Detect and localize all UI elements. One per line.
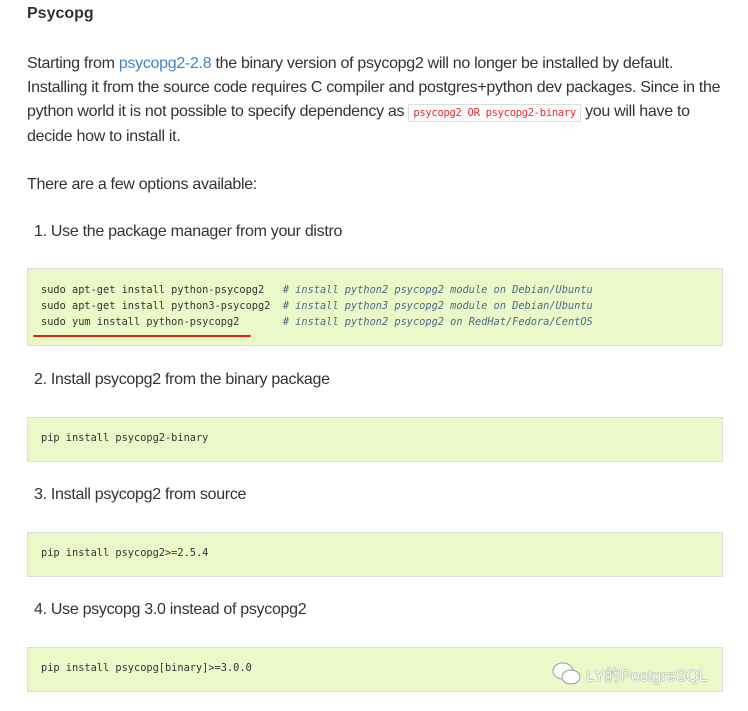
step-2-label: 2. Install psycopg2 from the binary package <box>34 371 330 388</box>
code-block-3 <box>27 532 723 577</box>
step-3-label: 3. Install psycopg2 from source <box>34 486 247 503</box>
step-4-label: 4. Use psycopg 3.0 instead of psycopg2 <box>34 601 307 618</box>
intro-paragraph <box>27 52 732 149</box>
options-intro: There are a few options available: <box>27 176 257 193</box>
code-line: pip install psycopg2>=2.5.4 <box>41 547 209 559</box>
section-heading: Psycopg <box>27 5 94 22</box>
intro-text: you will have to decide how to install it. <box>27 103 690 145</box>
intro-text: Starting from <box>27 55 119 72</box>
inline-code: psycopg2 OR psycopg2-binary <box>408 104 581 122</box>
watermark <box>552 662 708 686</box>
intro-text: the binary version of psycopg2 will no longer be installed by default. Installing it from the source code requires C compiler and postgres+python dev packages. Since in the python world it is not possible to specify dependency as <box>27 55 721 120</box>
red-highlight-underline <box>33 335 251 337</box>
watermark-text: LY的PostgreSQL <box>586 667 708 685</box>
psycopg2-2.8-link[interactable]: psycopg2-2.8 <box>118 55 212 72</box>
code-line: sudo apt-get install python3-psycopg2 # install python3 psycopg2 module on Debian/Ubuntu <box>41 300 593 312</box>
code-line: pip install psycopg[binary]>=3.0.0 <box>41 662 252 674</box>
wechat-icon <box>552 662 582 686</box>
code-line: pip install psycopg2-binary <box>41 432 209 444</box>
step-1-label: 1. Use the package manager from your distro <box>34 223 343 240</box>
code-block-2 <box>27 417 723 462</box>
code-line: sudo apt-get install python-psycopg2 # install python2 psycopg2 module on Debian/Ubuntu <box>41 284 593 296</box>
code-line: sudo yum install python-psycopg2 # install python2 psycopg2 on RedHat/Fedora/CentOS <box>41 316 593 328</box>
